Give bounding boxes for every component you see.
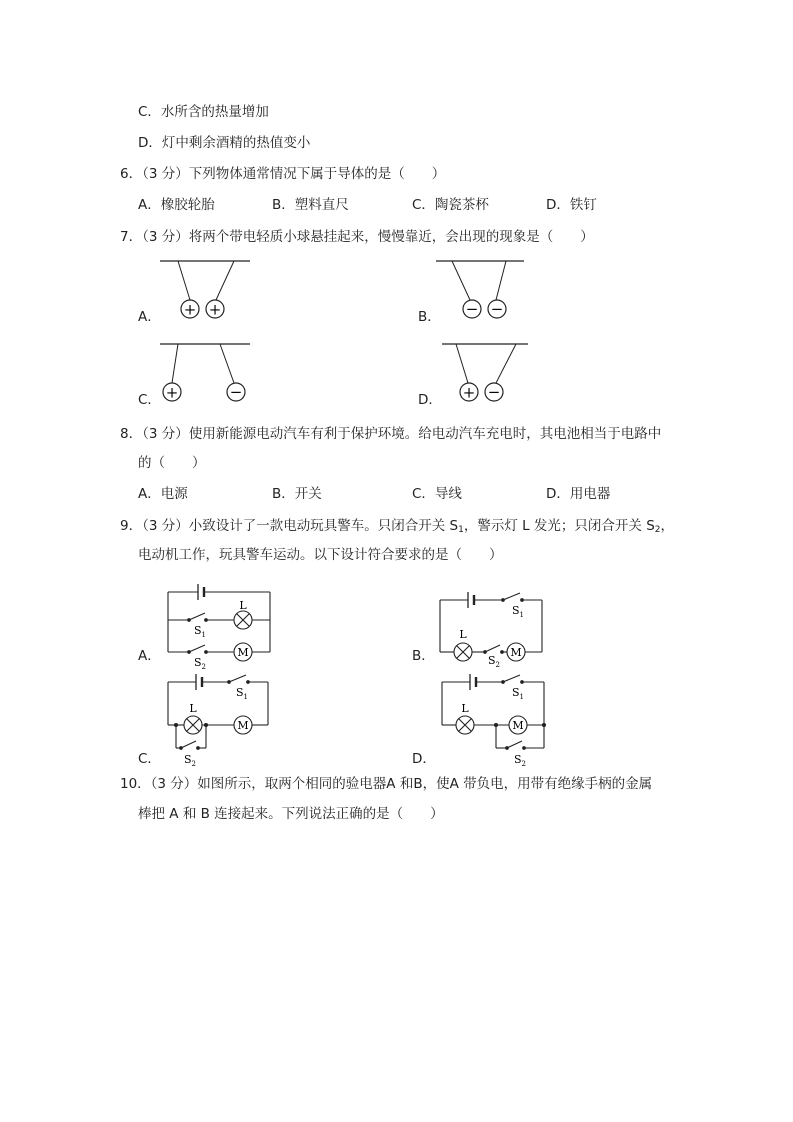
q9-circuit-c	[160, 672, 280, 770]
charge-plus-label: +	[183, 300, 197, 319]
q6-option-b: B．塑料直尺	[272, 197, 349, 213]
motor-label: M	[237, 719, 249, 732]
q8-stem-line2: 的（ ）	[138, 455, 206, 471]
lamp-label: L	[461, 702, 469, 715]
switch-s2-label: $S_2$	[514, 753, 527, 768]
switch-s2-label: $S_2$	[194, 656, 207, 671]
q10-stem-line1: 10．（3 分）如图所示，取两个相同的验电器A 和B，使A 带负电，用带有绝缘手柄的金属	[120, 776, 653, 792]
q9-circuit-b	[434, 584, 554, 668]
q9-circuit-d	[434, 672, 554, 770]
switch-s1-label: $S_1$	[512, 686, 525, 701]
q7-figure-a	[158, 258, 258, 324]
q7-figure-b	[434, 258, 534, 324]
q5-option-d: D．灯中剩余酒精的热值变小	[138, 135, 311, 151]
q8-option-d: D．用电器	[546, 486, 611, 502]
motor-label: M	[510, 646, 522, 659]
lamp-label: L	[239, 599, 247, 612]
q9-label-d: D．	[412, 751, 436, 767]
motor-label: M	[237, 646, 249, 659]
switch-s2-label: $S_2$	[488, 654, 501, 669]
q6-option-c: C．陶瓷茶杯	[412, 197, 489, 213]
q9-circuit-a	[160, 578, 280, 671]
q9-stem-line2: 电动机工作，玩具警车运动。以下设计符合要求的是（ ）	[138, 547, 503, 563]
charge-minus-label: −	[465, 300, 479, 318]
switch-s1-label: $S_1$	[512, 604, 525, 619]
lamp-label: L	[189, 702, 197, 715]
charge-minus-label: −	[490, 300, 504, 318]
q8-option-a: A．电源	[138, 486, 188, 502]
q8-option-c: C．导线	[412, 486, 462, 502]
charge-minus-label: −	[487, 383, 501, 401]
motor-label: M	[512, 719, 524, 732]
q9-stem-line1: 9．（3 分）小致设计了一款电动玩具警车。只闭合开关 $S_1$，警示灯 L 发光；只闭合开关 $S_2$，	[120, 518, 675, 535]
switch-s1-label: $S_1$	[236, 686, 249, 701]
q7-label-a: A．	[138, 309, 161, 325]
q7-stem: 7．（3 分）将两个带电轻质小球悬挂起来，慢慢靠近，会出现的现象是（ ）	[120, 229, 594, 245]
q10-stem-line2: 棒把 A 和 B 连接起来。下列说法正确的是（ ）	[138, 806, 444, 822]
q7-label-d: D．	[418, 392, 442, 408]
switch-s1-label: $S_1$	[194, 624, 207, 639]
q7-figure-d	[440, 341, 540, 407]
switch-s2-label: $S_2$	[184, 753, 197, 768]
charge-plus-label: +	[165, 383, 179, 402]
q9-label-c: C．	[138, 751, 161, 767]
charge-plus-label: +	[208, 300, 222, 319]
q7-label-b: B．	[418, 309, 441, 325]
q8-stem-line1: 8．（3 分）使用新能源电动汽车有利于保护环境。给电动汽车充电时，其电池相当于电路中	[120, 426, 662, 442]
charge-plus-label: +	[462, 383, 476, 402]
q7-label-c: C．	[138, 392, 161, 408]
q6-option-d: D．铁钉	[546, 197, 597, 213]
q9-label-b: B．	[412, 648, 435, 664]
q6-stem: 6．（3 分）下列物体通常情况下属于导体的是（ ）	[120, 166, 446, 182]
q7-figure-c	[158, 341, 258, 407]
q6-option-a: A．橡胶轮胎	[138, 197, 215, 213]
charge-minus-label: −	[229, 383, 243, 401]
q8-option-b: B．开关	[272, 486, 322, 502]
lamp-label: L	[459, 628, 467, 641]
q5-option-c: C．水所含的热量增加	[138, 104, 269, 120]
q9-label-a: A．	[138, 648, 161, 664]
